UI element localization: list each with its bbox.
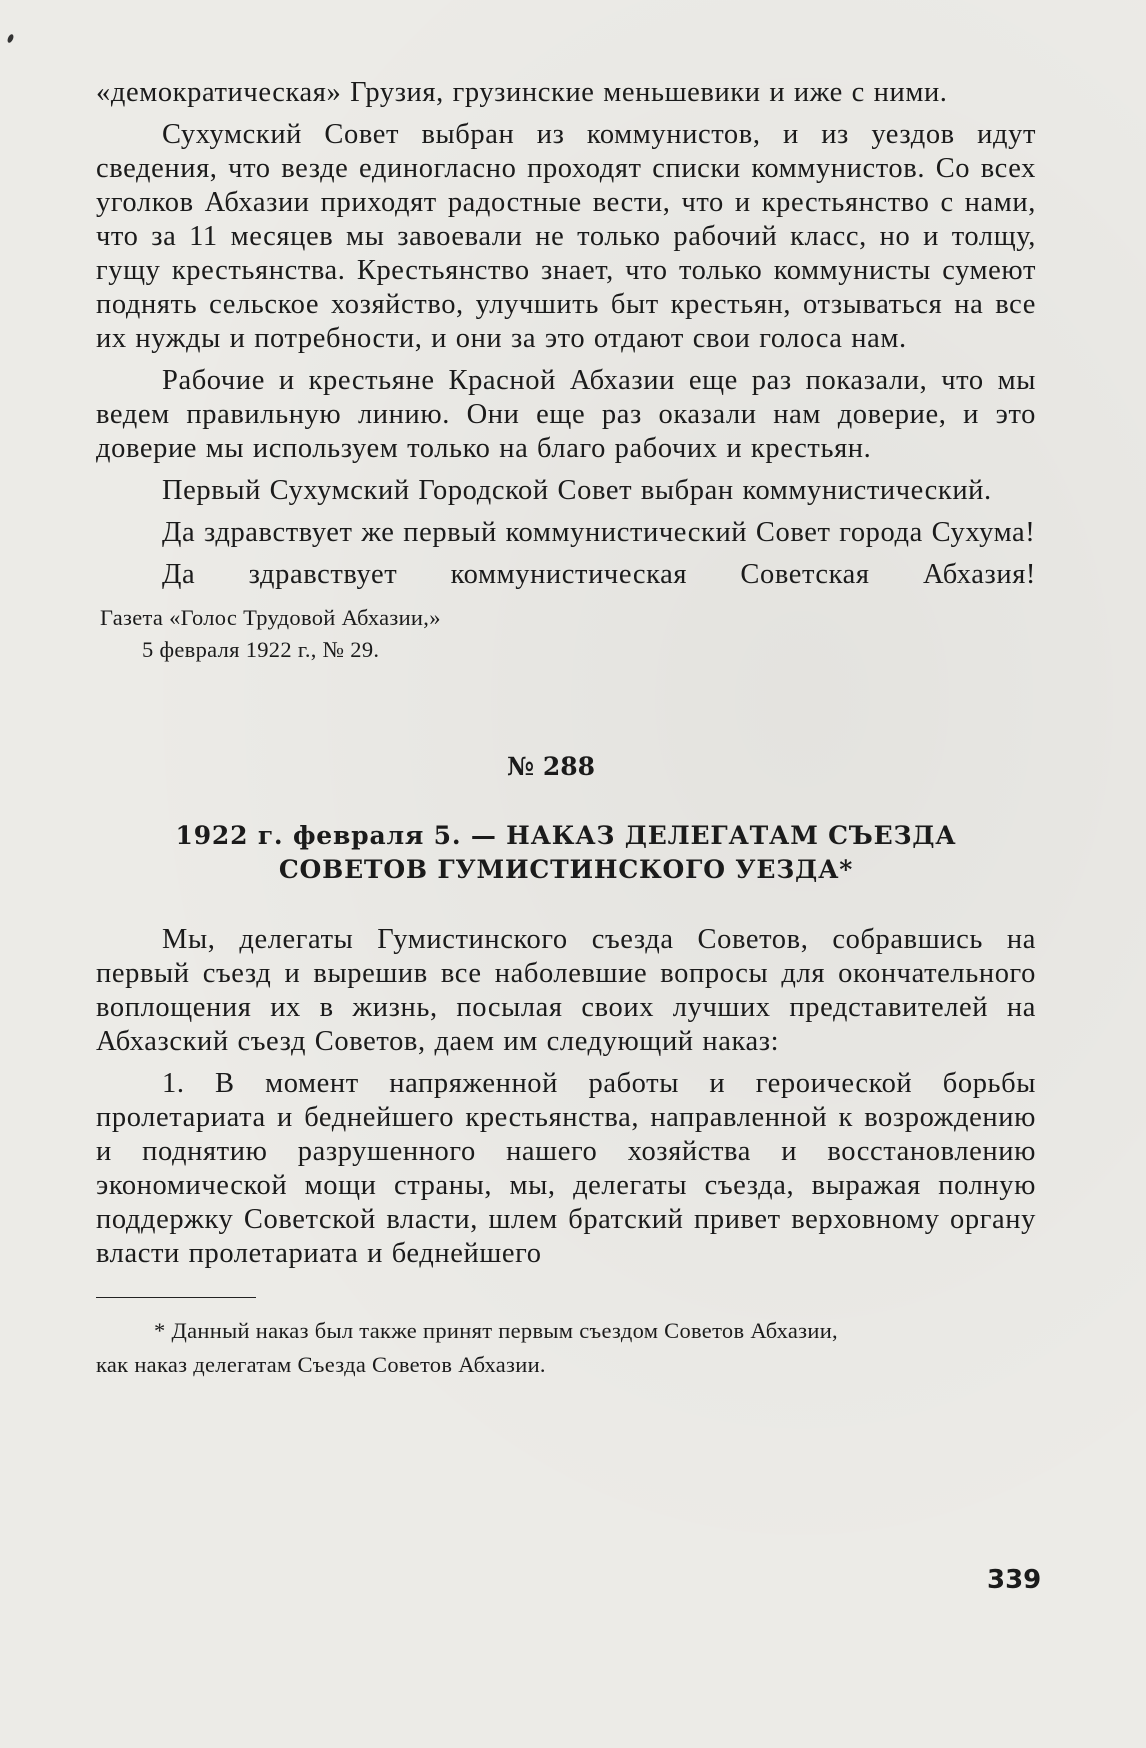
source-citation — [100, 602, 1036, 666]
source-line-newspaper: Газета «Голос Трудовой Абхазии,» — [100, 605, 441, 630]
footnote-divider — [96, 1297, 256, 1298]
footnote-line-1: * Данный наказ был также принят первым съездом Советов Абхазии, — [154, 1318, 838, 1343]
paragraph-continued: «демократическая» Грузия, грузинские меньшевики и иже с ними. — [96, 77, 948, 108]
paragraph-first-city-soviet: Первый Сухумский Городской Совет выбран коммунистический. — [162, 475, 992, 506]
paragraph-long-live-abkhazia: Да здравствует коммунистическая Советская Абхазия! — [162, 559, 1036, 590]
source-line-date: 5 февраля 1922 г., № 29. — [142, 637, 380, 662]
page-number: 339 — [987, 1565, 1042, 1595]
document-title-line-1: 1922 г. февраля 5. — НАКАЗ ДЕЛЕГАТАМ СЪЕЗДА — [175, 821, 957, 850]
document-title-line-2: СОВЕТОВ ГУМИСТИНСКОГО УЕЗДА* — [278, 855, 854, 884]
footnote-line-2: как наказ делегатам Съезда Советов Абхазии. — [96, 1352, 546, 1377]
paragraph-workers-peasants: Рабочие и крестьяне Красной Абхазии еще раз показали, что мы ведем правильную линию. Они еще раз оказали нам доверие, и это доверие мы используем только на благо рабочих и крестьян. — [96, 365, 1036, 464]
footnote — [96, 1314, 1036, 1382]
text-column — [96, 76, 1036, 1382]
print-speck — [6, 33, 14, 43]
paragraph-delegates-intro: Мы, делегаты Гумистинского съезда Советов, собравшись на первый съезд и вырешив все наболевшие вопросы для окончательного воплощения их в жизнь, посылая своих лучших представителей на Абхазский съезд Советов, даем им следующий наказ: — [96, 924, 1036, 1057]
paragraph-point-1: 1. В момент напряженной работы и героической борьбы пролетариата и беднейшего крестьянства, направленной к возрождению и поднятию разрушенного нашего хозяйства и восстановлению экономической мощи страны, мы, делегаты съезда, выражая полную поддержку Советской власти, шлем братский привет верховному органу власти пролетариата и беднейшего — [96, 1068, 1036, 1269]
paragraph-long-live-sukhum: Да здравствует же первый коммунистический Совет города Сухума! — [162, 517, 1036, 548]
document-title — [96, 819, 1036, 887]
document-number: № 288 — [506, 752, 596, 781]
paragraph-sukhum-soviet: Сухумский Совет выбран из коммунистов, и из уездов идут сведения, что везде единогласно проходят списки коммунистов. Со всех уголков Абхазии приходят радостные вести, что и крестьянство с нами, что за 11 месяцев мы завоевали не только рабочий класс, но и толщу, гущу крестьянства. Крестьянство знает, что только коммунисты сумеют поднять сельское хозяйство, улучшить быт крестьян, отзываться на все их нужды и потребности, и они за это отдают свои голоса нам. — [96, 119, 1036, 354]
